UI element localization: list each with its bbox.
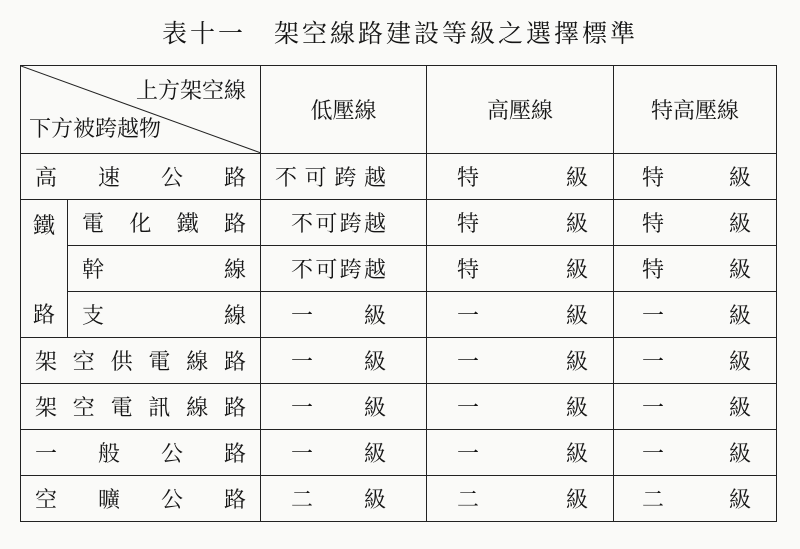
row-label: 幹線 — [68, 246, 261, 292]
row-label: 架空電訊線路 — [21, 384, 261, 430]
rail-group-char-2: 路 — [32, 302, 55, 328]
table-row — [21, 430, 777, 476]
table-row — [21, 338, 777, 384]
rail-group-char-1: 鐵 — [32, 213, 55, 239]
cell-low-voltage: 不可跨越 — [261, 200, 427, 246]
cell-low-voltage: 一級 — [261, 384, 427, 430]
cell-extra-high-voltage: 特級 — [614, 154, 777, 200]
cell-low-voltage: 二級 — [261, 476, 427, 522]
table-row — [21, 246, 777, 292]
cell-extra-high-voltage: 特級 — [614, 200, 777, 246]
cell-high-voltage: 二級 — [427, 476, 614, 522]
cell-high-voltage: 特級 — [427, 154, 614, 200]
cell-high-voltage: 一級 — [427, 384, 614, 430]
table-number: 表十一 — [161, 19, 246, 48]
cell-low-voltage: 一級 — [261, 292, 427, 338]
cell-low-voltage: 不可跨越 — [261, 246, 427, 292]
cell-extra-high-voltage: 一級 — [614, 384, 777, 430]
criteria-table — [20, 65, 777, 522]
cell-extra-high-voltage: 特級 — [614, 246, 777, 292]
header-row — [21, 66, 777, 154]
row-label: 電化鐵路 — [68, 200, 261, 246]
cell-low-voltage: 不可跨越 — [261, 154, 427, 200]
cell-high-voltage: 特級 — [427, 200, 614, 246]
cell-extra-high-voltage: 一級 — [614, 338, 777, 384]
column-header-low-voltage: 低壓線 — [261, 66, 427, 154]
cell-high-voltage: 特級 — [427, 246, 614, 292]
cell-high-voltage: 一級 — [427, 292, 614, 338]
table-row — [21, 384, 777, 430]
corner-bottom-label: 下方被跨越物 — [29, 117, 162, 142]
table-title: 架空線路建設等級之選擇標準 — [274, 19, 639, 48]
cell-low-voltage: 一級 — [261, 430, 427, 476]
row-label: 空曠公路 — [21, 476, 261, 522]
cell-extra-high-voltage: 二級 — [614, 476, 777, 522]
row-label: 高速公路 — [21, 154, 261, 200]
corner-top-label: 上方架空線 — [135, 79, 246, 104]
cell-extra-high-voltage: 一級 — [614, 292, 777, 338]
corner-header-cell — [21, 66, 261, 154]
column-header-extra-high-voltage: 特高壓線 — [614, 66, 777, 154]
row-label: 一般公路 — [21, 430, 261, 476]
rail-group-label — [21, 200, 68, 338]
cell-high-voltage: 一級 — [427, 338, 614, 384]
table-row — [21, 292, 777, 338]
cell-extra-high-voltage: 一級 — [614, 430, 777, 476]
table-row — [21, 476, 777, 522]
cell-low-voltage: 一級 — [261, 338, 427, 384]
column-header-high-voltage: 高壓線 — [427, 66, 614, 154]
cell-high-voltage: 一級 — [427, 430, 614, 476]
table-caption — [0, 14, 800, 50]
row-label: 支線 — [68, 292, 261, 338]
table-row — [21, 154, 777, 200]
row-label: 架空供電線路 — [21, 338, 261, 384]
table-row — [21, 200, 777, 246]
